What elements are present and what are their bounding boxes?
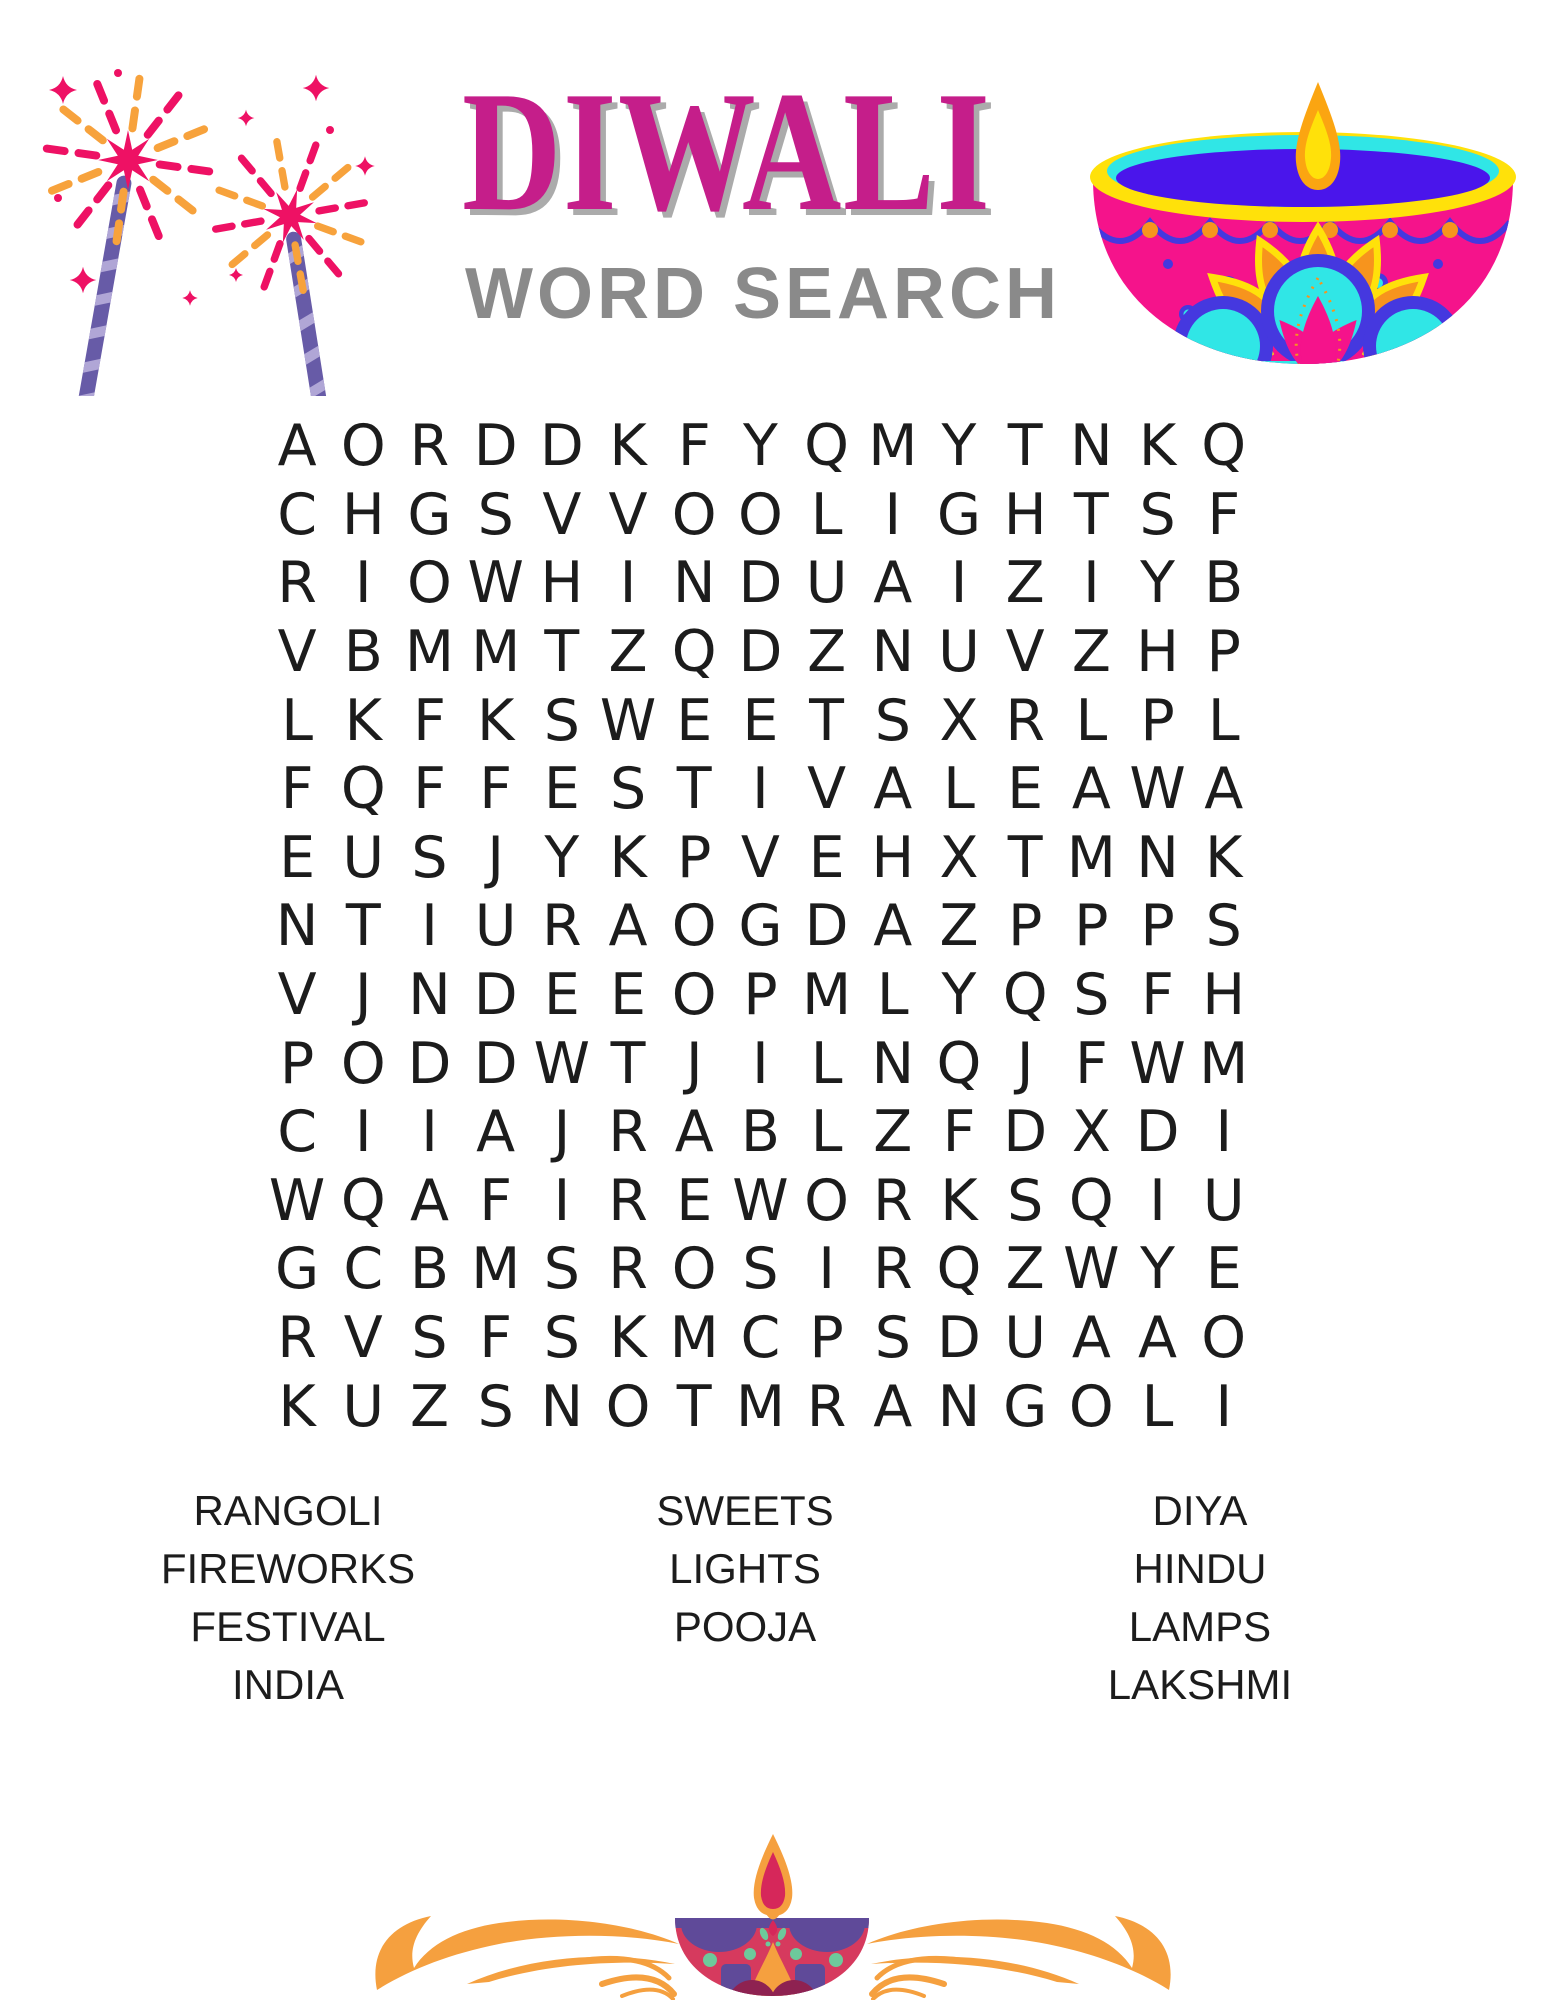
grid-letter: C (343, 1236, 384, 1303)
grid-letter: Y (1140, 550, 1175, 617)
grid-letter: R (608, 1236, 648, 1303)
grid-letter: B (1204, 550, 1244, 617)
grid-letter: E (610, 962, 647, 1029)
grid-letter: F (479, 1305, 513, 1372)
grid-letter: J (685, 1030, 703, 1097)
grid-letter: A (476, 1099, 516, 1166)
word-item: POOJA (673, 1603, 817, 1650)
word-column-1 (38, 1482, 538, 1714)
grid-letter: M (1066, 824, 1116, 891)
grid-letter: L (1207, 687, 1240, 754)
grid-letter: F (280, 756, 314, 823)
grid-letter: K (609, 413, 647, 480)
grid-letter: O (1068, 1373, 1114, 1440)
grid-letter: R (608, 1099, 648, 1166)
grid-letter: S (477, 1373, 514, 1440)
grid-letter: U (342, 824, 385, 891)
grid-letter: W (533, 1030, 591, 1097)
grid-letter: O (671, 893, 717, 960)
grid-letter: N (672, 550, 716, 617)
grid-letter: H (1136, 619, 1179, 686)
grid-letter: T (1073, 481, 1109, 548)
grid-letter: J (553, 1099, 571, 1166)
grid-letter: F (942, 1099, 976, 1166)
grid-letter: Z (807, 619, 847, 686)
grid-letter: T (345, 893, 381, 960)
grid-letter: N (871, 1030, 915, 1097)
grid-letter: S (1205, 893, 1242, 960)
grid-letter: A (873, 756, 913, 823)
word-item: DIYA (1152, 1487, 1248, 1534)
grid-letter: P (743, 962, 778, 1029)
grid-letter: S (543, 1236, 580, 1303)
grid-letter: H (1202, 962, 1246, 1029)
grid-letter: U (1004, 1305, 1047, 1372)
grid-letter: Z (608, 619, 648, 686)
word-column-3 (950, 1482, 1450, 1714)
grid-letter: B (343, 619, 383, 686)
grid-letter: N (540, 1373, 584, 1440)
grid-letter: N (1136, 824, 1179, 891)
grid-letter: E (279, 824, 316, 891)
grid-letter: T (1007, 413, 1043, 480)
grid-letter: I (1215, 1099, 1233, 1166)
grid-letter: D (473, 1030, 518, 1097)
grid-letter: A (1071, 1305, 1111, 1372)
grid-letter: Z (939, 893, 979, 960)
grid-letter: E (676, 687, 713, 754)
grid-letter: D (1003, 1099, 1048, 1166)
grid-letter: V (740, 824, 780, 891)
grid-letter: B (409, 1236, 450, 1303)
grid-letter: I (752, 1030, 769, 1097)
grid-letter: J (354, 962, 372, 1029)
grid-letter: L (810, 1030, 843, 1097)
grid-letter: N (937, 1373, 981, 1440)
grid-letter: W (599, 687, 657, 754)
grid-letter: C (277, 481, 317, 548)
grid-letter: O (804, 1167, 850, 1234)
grid-letter: Q (340, 756, 386, 823)
page-title: DIWALI (462, 57, 992, 247)
grid-letter: I (553, 1167, 571, 1234)
grid-letter: S (543, 687, 580, 754)
grid-letter: T (610, 1030, 646, 1097)
grid-letter: K (476, 687, 515, 754)
grid-letter: O (1201, 1305, 1247, 1372)
grid-letter: J (1016, 1030, 1034, 1097)
grid-letter: D (1135, 1099, 1180, 1166)
grid-letter: K (344, 687, 382, 754)
grid-letter: S (543, 1305, 580, 1372)
grid-letter: V (608, 481, 648, 548)
grid-letter: X (1071, 1099, 1111, 1166)
grid-letter: H (1003, 481, 1047, 548)
grid-letter: S (1139, 481, 1176, 548)
grid-letter: D (473, 962, 518, 1029)
grid-letter: G (738, 893, 783, 960)
grid-letter: L (943, 756, 975, 823)
grid-letter: K (609, 1305, 647, 1372)
grid-letter: R (277, 550, 317, 617)
grid-letter: E (808, 824, 845, 891)
grid-letter: M (669, 1305, 719, 1372)
grid-letter: X (939, 824, 979, 891)
grid-letter: Y (941, 413, 977, 480)
grid-letter: C (277, 1099, 317, 1166)
word-item: RANGOLI (193, 1487, 383, 1534)
grid-letter: G (407, 481, 452, 548)
grid-letter: A (1071, 756, 1111, 823)
grid-letter: A (873, 1373, 913, 1440)
grid-letter: L (1141, 1373, 1174, 1440)
grid-letter: Z (409, 1373, 449, 1440)
grid-letter: Z (1005, 1236, 1045, 1303)
grid-letter: A (873, 550, 913, 617)
grid-letter: R (277, 1305, 317, 1372)
grid-letter: U (805, 550, 848, 617)
grid-letter: I (619, 550, 637, 617)
grid-letter: M (1199, 1030, 1249, 1097)
grid-letter: D (738, 550, 783, 617)
word-list (0, 1482, 1545, 1752)
grid-letter: M (868, 413, 918, 480)
grid-letter: W (1063, 1236, 1120, 1303)
grid-letter: B (740, 1099, 780, 1166)
grid-letter: R (872, 1167, 913, 1234)
grid-letter: Q (1002, 962, 1048, 1029)
grid-letter: I (884, 481, 902, 548)
grid-letter: U (938, 619, 980, 686)
grid-letter: W (268, 1167, 326, 1234)
grid-letter: V (542, 481, 582, 548)
grid-letter: N (871, 619, 915, 686)
word-item: FESTIVAL (190, 1603, 386, 1650)
grid-letter: E (543, 756, 580, 823)
grid-letter: R (409, 413, 450, 480)
grid-letter: T (809, 687, 844, 754)
grid-letter: I (950, 550, 968, 617)
grid-letter: Q (804, 413, 850, 480)
grid-letter: M (735, 1373, 785, 1440)
grid-letter: H (871, 824, 915, 891)
grid-letter: G (1003, 1373, 1048, 1440)
grid-letter: Y (1140, 1236, 1175, 1303)
grid-letter: V (343, 1305, 383, 1372)
grid-letter: N (408, 962, 451, 1029)
grid-letter: M (802, 962, 852, 1029)
grid-letter: P (1140, 893, 1175, 960)
word-item: HINDU (1133, 1545, 1267, 1592)
grid-letter: K (940, 1167, 978, 1234)
grid-letter: D (937, 1305, 981, 1372)
grid-letter: P (809, 1305, 844, 1372)
grid-letter: O (407, 550, 452, 617)
grid-letter: Q (671, 619, 717, 686)
grid-letter: L (810, 481, 843, 548)
grid-letter: N (275, 893, 319, 960)
grid-letter: C (740, 1305, 781, 1372)
grid-letter: R (806, 1373, 847, 1440)
grid-letter: Z (873, 1099, 913, 1166)
grid-letter: Q (1201, 413, 1247, 480)
grid-letter: R (608, 1167, 648, 1234)
word-column-2 (495, 1482, 995, 1656)
grid-letter: O (671, 481, 717, 548)
grid-letter: S (874, 1305, 911, 1372)
grid-letter: I (818, 1236, 835, 1303)
grid-letter: S (411, 1305, 448, 1372)
grid-letter: O (340, 1030, 386, 1097)
grid-letter: A (873, 893, 913, 960)
grid-letter: Z (1005, 550, 1045, 617)
grid-letter: L (281, 687, 313, 754)
grid-letter: F (479, 756, 513, 823)
grid-letter: O (737, 481, 783, 548)
grid-letter: K (609, 824, 647, 891)
grid-letter: K (1138, 413, 1177, 480)
word-item: LAMPS (1128, 1603, 1272, 1650)
grid-letter: F (677, 413, 711, 480)
grid-letter: E (1007, 756, 1044, 823)
grid-letter: S (609, 756, 647, 823)
grid-letter: X (939, 687, 979, 754)
grid-letter: P (1140, 687, 1175, 754)
grid-letter: F (1074, 1030, 1108, 1097)
grid-letter: Q (936, 1030, 982, 1097)
grid-letter: O (340, 413, 386, 480)
grid-letter: K (1205, 824, 1243, 891)
grid-letter: W (1129, 1030, 1186, 1097)
grid-letter: U (342, 1373, 385, 1440)
grid-letter: I (752, 756, 769, 823)
grid-letter: T (676, 1373, 712, 1440)
grid-letter: I (421, 1099, 438, 1166)
grid-letter: I (1082, 550, 1100, 617)
grid-letter: S (1007, 1167, 1044, 1234)
grid-letter: M (404, 619, 455, 686)
grid-letter: U (1202, 1167, 1245, 1234)
grid-letter: Y (941, 962, 977, 1029)
grid-letter: Z (1071, 619, 1111, 686)
grid-letter: M (471, 1236, 521, 1303)
grid-letter: Q (1068, 1167, 1114, 1234)
grid-letter: I (1215, 1373, 1233, 1440)
word-item: LIGHTS (669, 1545, 821, 1592)
grid-letter: Y (544, 824, 580, 891)
grid-letter: I (421, 893, 438, 960)
word-item: LAKSHMI (1107, 1661, 1293, 1708)
grid-letter: D (473, 413, 518, 480)
grid-letter: V (277, 619, 317, 686)
grid-letter: Q (936, 1236, 982, 1303)
grid-letter: W (732, 1167, 789, 1234)
grid-letter: T (1007, 824, 1043, 891)
grid-letter: A (674, 1099, 714, 1166)
word-item: SWEETS (656, 1487, 834, 1534)
grid-letter: U (474, 893, 517, 960)
grid-letter: L (876, 962, 909, 1029)
grid-letter: G (275, 1236, 320, 1303)
grid-letter: D (539, 413, 584, 480)
grid-letter: W (1129, 756, 1186, 823)
grid-letter: A (409, 1167, 449, 1234)
grid-letter: S (477, 481, 514, 548)
grid-letter: Y (742, 413, 778, 480)
grid-letter: F (413, 756, 446, 823)
grid-letter: P (279, 1030, 315, 1097)
grid-letter: J (487, 824, 505, 891)
grid-letter: F (479, 1167, 513, 1234)
grid-letter: R (542, 893, 582, 960)
grid-letter: V (1005, 619, 1045, 686)
grid-letter: F (1207, 481, 1241, 548)
grid-letter: I (354, 550, 372, 617)
grid-letter: D (407, 1030, 452, 1097)
grid-letter: V (807, 756, 847, 823)
word-grid (264, 412, 1257, 1441)
grid-letter: G (936, 481, 982, 548)
grid-letter: V (277, 962, 317, 1029)
grid-letter: T (676, 756, 712, 823)
word-item: INDIA (231, 1661, 344, 1708)
grid-letter: P (1007, 893, 1043, 960)
grid-letter: O (671, 962, 717, 1029)
grid-letter: A (277, 413, 317, 480)
grid-letter: H (341, 481, 385, 548)
word-item: FIREWORKS (160, 1545, 416, 1592)
diya-lamp-icon (1078, 74, 1528, 374)
sparklers-icon (28, 48, 380, 396)
grid-letter: D (804, 893, 849, 960)
grid-letter: I (1149, 1167, 1166, 1234)
grid-letter: A (608, 893, 648, 960)
grid-letter: D (738, 619, 783, 686)
grid-letter: S (1073, 962, 1110, 1029)
grid-letter: N (1070, 413, 1113, 480)
grid-letter: H (540, 550, 584, 617)
grid-letter: S (411, 824, 448, 891)
grid-letter: T (544, 619, 580, 686)
grid-letter: L (1075, 687, 1108, 754)
grid-letter: A (1204, 756, 1244, 823)
grid-letter: W (467, 550, 524, 617)
grid-letter: P (1206, 619, 1241, 686)
grid-letter: S (742, 1236, 779, 1303)
grid-letter: Q (340, 1167, 386, 1234)
grid-letter: E (742, 687, 779, 754)
diya-divider-icon (322, 1832, 1222, 2000)
grid-letter: E (1205, 1236, 1242, 1303)
grid-letter: O (671, 1236, 717, 1303)
grid-letter: M (471, 619, 521, 686)
page-subtitle: WORD SEARCH (465, 254, 1061, 334)
grid-letter: L (810, 1099, 843, 1166)
grid-letter: A (1138, 1305, 1178, 1372)
grid-letter: O (605, 1373, 651, 1440)
grid-letter: E (543, 962, 580, 1029)
grid-letter: S (874, 687, 911, 754)
grid-letter: F (1141, 962, 1174, 1029)
grid-letter: I (354, 1099, 372, 1166)
grid-letter: K (278, 1373, 316, 1440)
grid-letter: R (872, 1236, 913, 1303)
grid-letter: P (1074, 893, 1109, 960)
grid-letter: R (1005, 687, 1045, 754)
grid-letter: P (677, 824, 712, 891)
grid-letter: E (676, 1167, 713, 1234)
grid-letter: F (413, 687, 446, 754)
